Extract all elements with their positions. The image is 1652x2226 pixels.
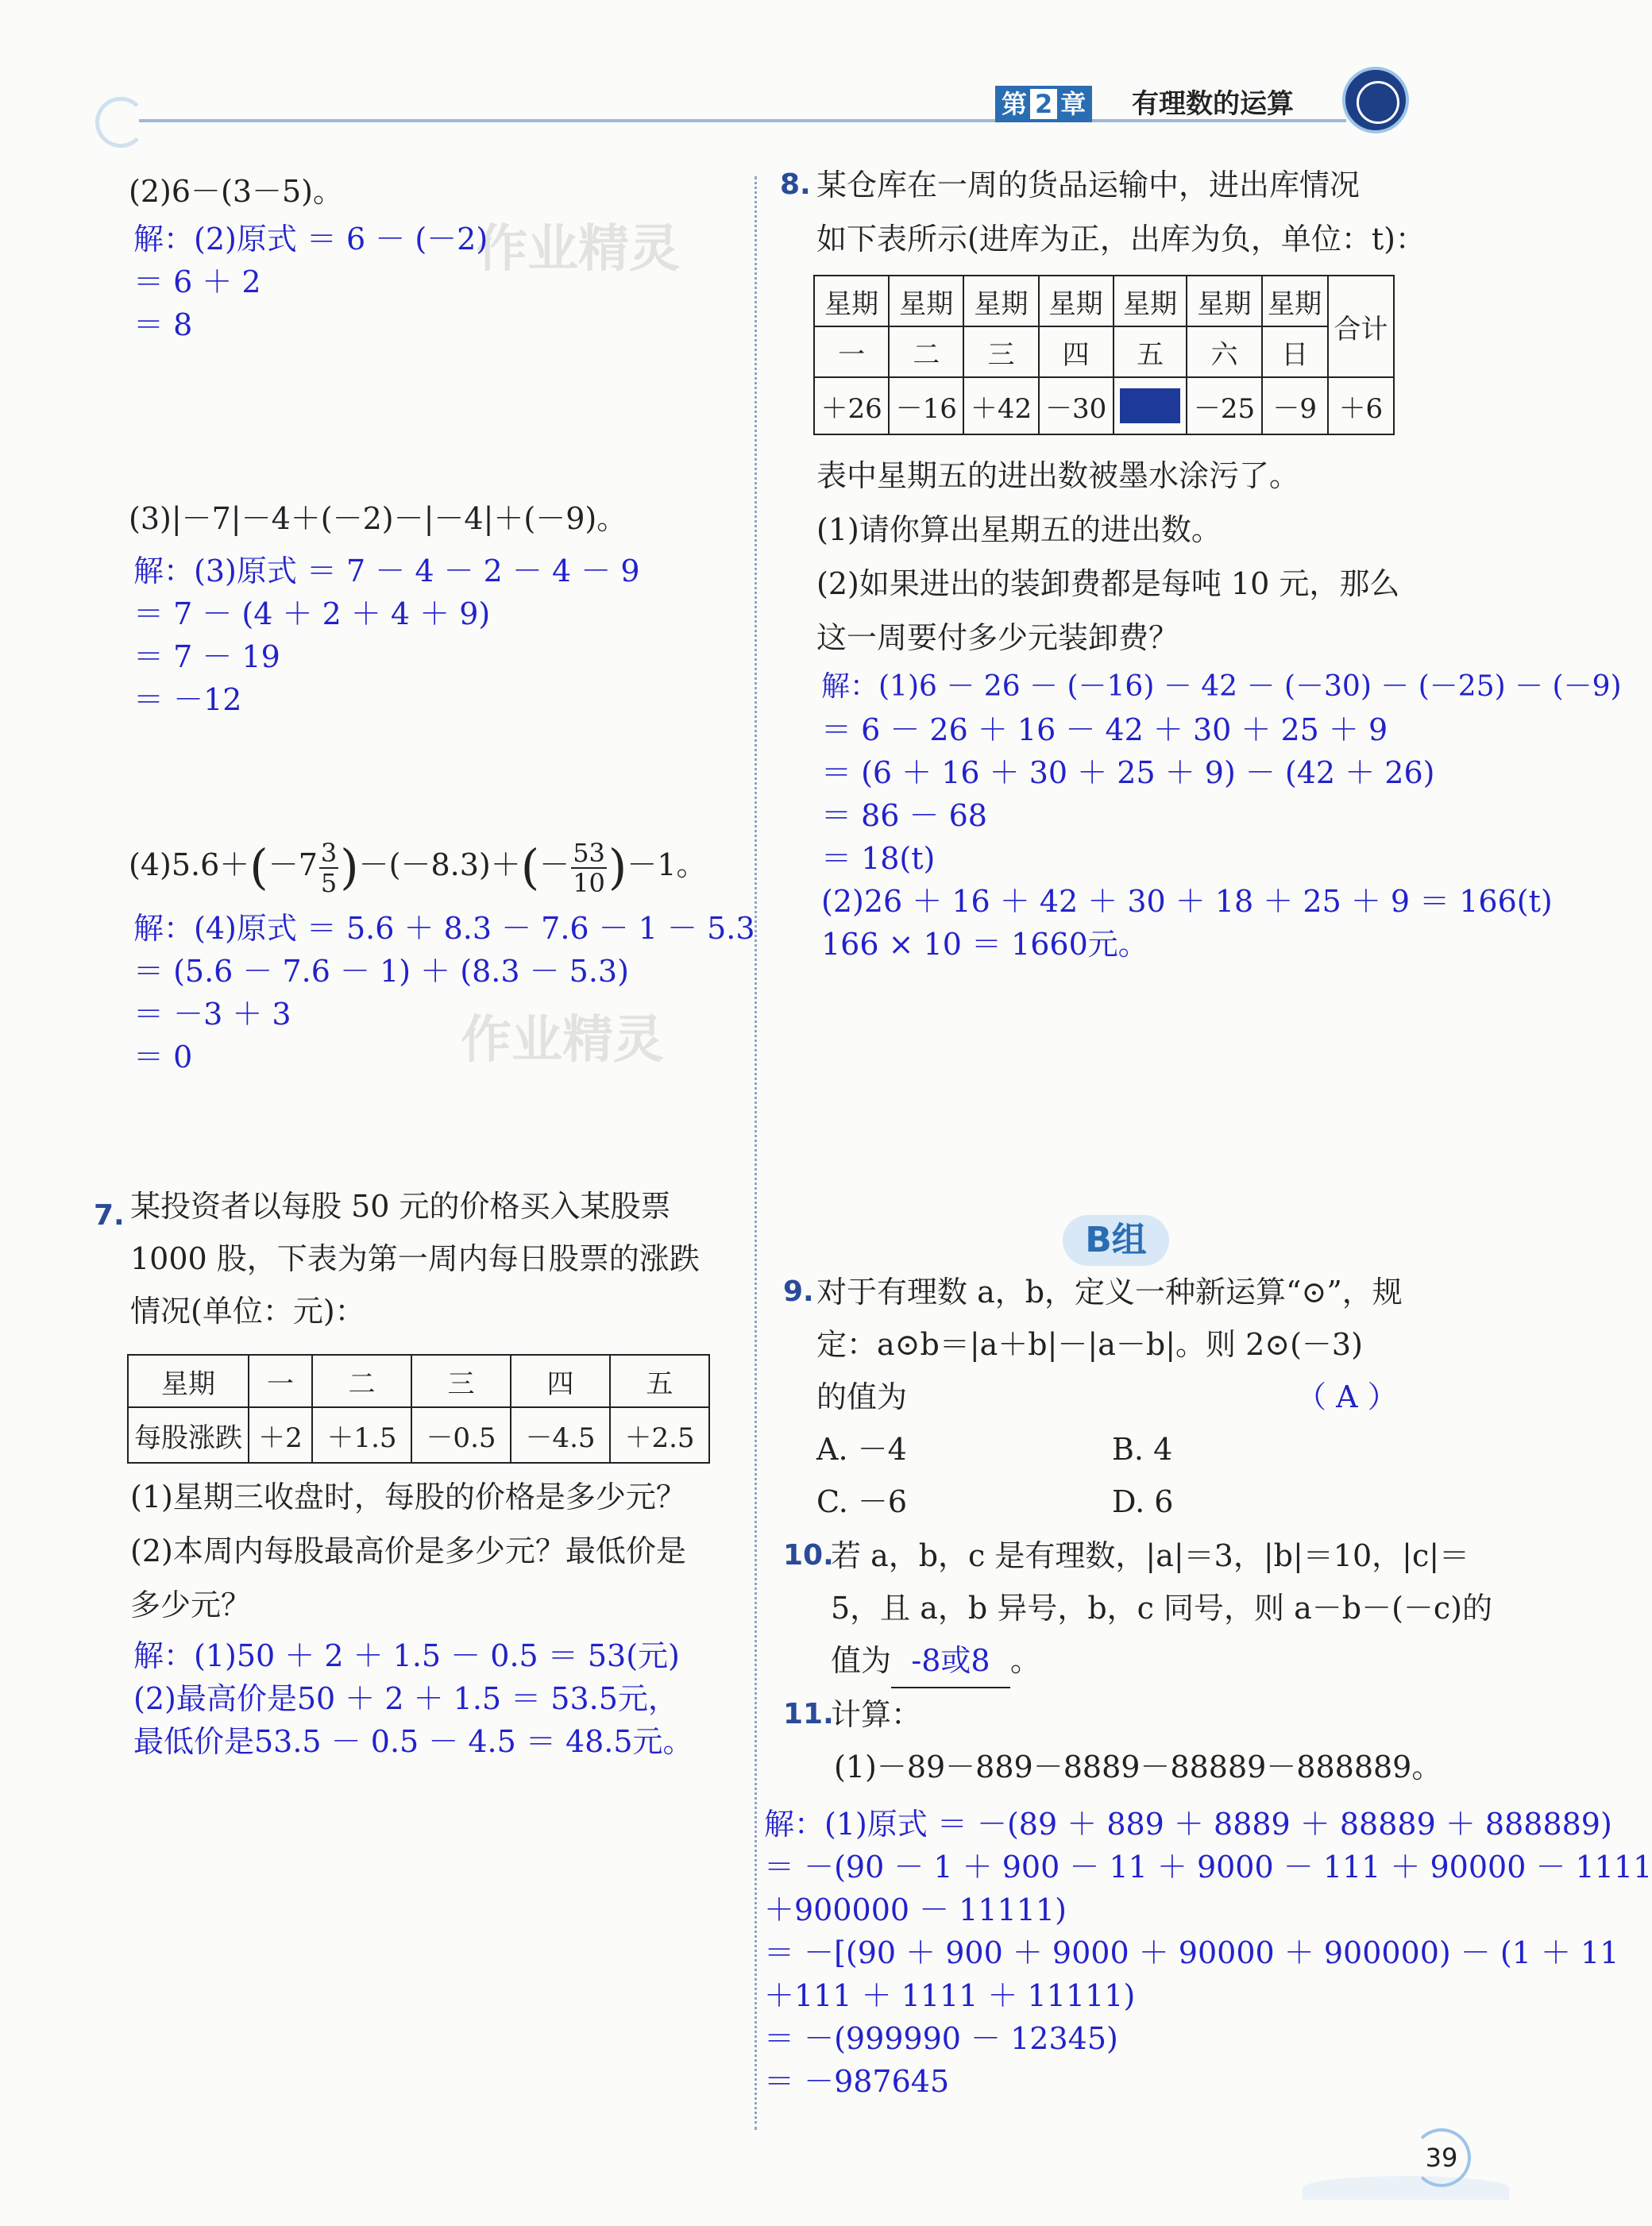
fraction-numerator: 53	[573, 837, 605, 868]
q8-line: 如下表所示(进库为正，出库为负，单位：t)：	[816, 222, 1426, 257]
q11-answer-line: ＝ －[(90 ＋ 900 ＋ 9000 ＋ 90000 ＋ 900000) － (1 ＋ 11	[764, 1935, 1619, 1970]
q3-text: (3)|－7|－4＋(－2)－|－4|＋(－9)。	[129, 501, 627, 536]
table-cell: 三	[411, 1355, 511, 1407]
q11-answer-line: 解：(1)原式 ＝ －(89 ＋ 889 ＋ 8889 ＋ 88889 ＋ 888889)	[764, 1807, 1612, 1842]
fraction-numerator: 3	[320, 837, 338, 868]
q8-answer-line: (2)26 ＋ 16 ＋ 42 ＋ 30 ＋ 18 ＋ 25 ＋ 9 ＝ 166(t)	[821, 884, 1553, 919]
q3-answer-line: 解：(3)原式 ＝ 7 － 4 － 2 － 4 － 9	[133, 554, 640, 588]
q9-answer: （ A ）	[1296, 1379, 1398, 1414]
column-divider	[755, 176, 757, 2130]
table-cell: 星期	[963, 276, 1038, 326]
q10-line: 若 a，b，c 是有理数，|a|＝3，|b|＝10，|c|＝	[831, 1538, 1470, 1573]
header-swirl-decoration	[95, 97, 146, 148]
table-cell: ＋2.5	[610, 1407, 709, 1463]
table-cell: 星期	[1039, 276, 1114, 326]
table-cell: －25	[1187, 377, 1261, 434]
q11-answer-line: ＋111 ＋ 1111 ＋ 11111)	[764, 1978, 1136, 2013]
q8-line: 某仓库在一周的货品运输中，进出库情况	[816, 168, 1361, 203]
table-cell: 星期	[1262, 276, 1328, 326]
q4-part: (4)5.6＋	[129, 847, 250, 882]
table-cell: 六	[1187, 326, 1261, 377]
q11-label: 计算：	[831, 1697, 922, 1732]
q10-line	[831, 1634, 1040, 1688]
q4-part: －	[539, 847, 570, 882]
table-cell: －30	[1039, 377, 1114, 434]
q3-answer-line: ＝ 7 － 19	[133, 639, 280, 674]
q7-number: 7.	[94, 1199, 125, 1232]
table-cell: 五	[610, 1355, 709, 1407]
table-cell: 一	[814, 326, 889, 377]
table-cell: 星期	[889, 276, 963, 326]
q3-answer-line: ＝ 7 － (4 ＋ 2 ＋ 4 ＋ 9)	[133, 596, 491, 631]
page-number: 39	[1412, 2128, 1471, 2187]
table-cell: ＋26	[814, 377, 889, 434]
q7-subquestion: (2)本周内每股最高价是多少元？最低价是	[130, 1534, 686, 1568]
q7-answer-line: (2)最高价是50 ＋ 2 ＋ 1.5 ＝ 53.5元，	[133, 1681, 678, 1716]
q8-text: (2)如果进出的装卸费都是每吨 10 元，那么	[816, 566, 1400, 601]
q9-option: C. －6	[816, 1484, 908, 1519]
watermark: 作业精灵	[461, 1011, 664, 1070]
q8-answer-line: ＝ (6 ＋ 16 ＋ 30 ＋ 25 ＋ 9) － (42 ＋ 26)	[821, 755, 1435, 790]
table-cell: 二	[312, 1355, 411, 1407]
chapter-number: 2	[1030, 89, 1057, 119]
q8-text: 表中星期五的进出数被墨水涂污了。	[816, 458, 1300, 493]
table-cell: ＋6	[1328, 377, 1394, 434]
chapter-title: 有理数的运算	[1132, 88, 1294, 120]
q9-line: 对于有理数 a，b，定义一种新运算“⊙”，规	[816, 1275, 1403, 1310]
table-cell: －0.5	[411, 1407, 511, 1463]
q4-part: －7	[268, 847, 318, 882]
q7-subquestion: 多少元？	[130, 1588, 252, 1622]
q8-number: 8.	[780, 168, 811, 201]
q7-table	[127, 1354, 710, 1464]
q8-answer-line: ＝ 6 － 26 ＋ 16 － 42 ＋ 30 ＋ 25 ＋ 9	[821, 712, 1388, 747]
q10-text: 。	[1010, 1643, 1041, 1678]
q9-line: 定：a⊙b＝|a＋b|－|a－b|。则 2⊙(－3)	[816, 1327, 1363, 1362]
chapter-prefix: 第	[1002, 89, 1028, 119]
q11-answer-line: ＝ －(999990 － 12345)	[764, 2021, 1118, 2056]
table-cell: 合计	[1328, 276, 1394, 377]
chapter-suffix: 章	[1060, 89, 1087, 119]
q8-answer-line: 解：(1)6 － 26 － (－16) － 42 － (－30) － (－25) － (－9)	[821, 670, 1622, 703]
q9-option: B. 4	[1112, 1432, 1173, 1467]
q10-text: 值为	[831, 1643, 892, 1678]
q2-answer-line: 解：(2)原式 ＝ 6 － (－2)	[133, 222, 488, 257]
table-cell: 星期	[128, 1355, 249, 1407]
q4-text: (4)5.6＋(－7 $\frac{3}{5}$ )－(－8.3)＋(－ $\frac{53}{10}$ )－1。	[129, 837, 707, 898]
q4-part: －1。	[627, 847, 707, 882]
table-cell: ＋1.5	[312, 1407, 411, 1463]
q7-subquestion: (1)星期三收盘时，每股的价格是多少元？	[130, 1479, 686, 1514]
watermark: 作业精灵	[477, 220, 680, 279]
chapter-badge	[995, 86, 1092, 122]
q4-answer-line: 解：(4)原式 ＝ 5.6 ＋ 8.3 － 7.6 － 1 － 5.3	[133, 911, 755, 946]
table-cell: 日	[1262, 326, 1328, 377]
table-cell: 四	[511, 1355, 610, 1407]
q8-table	[813, 275, 1395, 435]
q10-number: 10.	[783, 1539, 834, 1572]
table-cell: 二	[889, 326, 963, 377]
q4-part: －(－8.3)＋	[358, 847, 521, 882]
q4-answer-line: ＝ (5.6 － 7.6 － 1) ＋ (8.3 － 5.3)	[133, 954, 629, 989]
table-cell: －4.5	[511, 1407, 610, 1463]
table-cell: 星期	[1114, 276, 1187, 326]
q8-text: 这一周要付多少元装卸费？	[816, 620, 1179, 655]
q8-answer-line: ＝ 18(t)	[821, 841, 936, 876]
group-b-heading: B组	[1063, 1215, 1169, 1266]
table-cell: 星期	[814, 276, 889, 326]
q7-answer-line: 最低价是53.5 － 0.5 － 4.5 ＝ 48.5元。	[133, 1724, 693, 1759]
ink-blot	[1120, 388, 1180, 423]
fraction	[319, 839, 338, 897]
q7-line: 情况(单位：元)：	[130, 1294, 365, 1329]
fraction	[571, 839, 607, 897]
q2-answer-line: ＝ 6 ＋ 2	[133, 264, 261, 299]
table-cell: 星期	[1187, 276, 1261, 326]
footer-wave-decoration	[1303, 2176, 1509, 2200]
table-cell: －16	[889, 377, 963, 434]
table-cell: 一	[249, 1355, 312, 1407]
q2-answer-line: ＝ 8	[133, 307, 193, 342]
q7-answer-line: 解：(1)50 ＋ 2 ＋ 1.5 － 0.5 ＝ 53(元)	[133, 1638, 680, 1673]
q11-answer-line: ＋900000 － 11111)	[764, 1892, 1067, 1927]
q4-answer-line: ＝ －3 ＋ 3	[133, 997, 291, 1032]
q11-answer-line: ＝ －987645	[764, 2064, 950, 2099]
table-cell: 每股涨跌	[128, 1407, 249, 1463]
table-cell: 三	[963, 326, 1038, 377]
q11-number: 11.	[783, 1698, 834, 1730]
q2-text: (2)6－(3－5)。	[129, 174, 344, 209]
q9-option: A. －4	[816, 1432, 907, 1467]
q9-line: 的值为	[816, 1379, 908, 1414]
fraction-denominator: 10	[573, 867, 605, 898]
q10-blank: -8或8	[891, 1634, 1010, 1688]
q9-option: D. 6	[1112, 1484, 1174, 1519]
q8-answer-line: ＝ 86 － 68	[821, 798, 987, 833]
table-cell: －9	[1262, 377, 1328, 434]
q8-answer-line: 166 × 10 ＝ 1660元。	[821, 927, 1148, 962]
q10-line: 5，且 a，b 异号，b，c 同号，则 a－b－(－c)的	[831, 1591, 1492, 1626]
ink-blot-cell	[1114, 377, 1187, 434]
q7-line: 某投资者以每股 50 元的价格买入某股票	[130, 1189, 671, 1224]
table-cell: ＋42	[963, 377, 1038, 434]
q7-line: 1000 股，下表为第一周内每日股票的涨跌	[130, 1241, 700, 1276]
q11-subquestion: (1)－89－889－8889－88889－888889。	[834, 1750, 1442, 1784]
publisher-logo-icon	[1342, 67, 1409, 133]
q8-text: (1)请你算出星期五的进出数。	[816, 512, 1222, 547]
table-cell: ＋2	[249, 1407, 312, 1463]
fraction-denominator: 5	[320, 867, 338, 898]
table-cell: 五	[1114, 326, 1187, 377]
q9-number: 9.	[783, 1275, 814, 1308]
q4-answer-line: ＝ 0	[133, 1040, 193, 1074]
q11-answer-line: ＝ －(90 － 1 ＋ 900 － 11 ＋ 9000 － 111 ＋ 90000 － 1111	[764, 1850, 1652, 1885]
q3-answer-line: ＝ －12	[133, 682, 242, 717]
table-cell: 四	[1039, 326, 1114, 377]
